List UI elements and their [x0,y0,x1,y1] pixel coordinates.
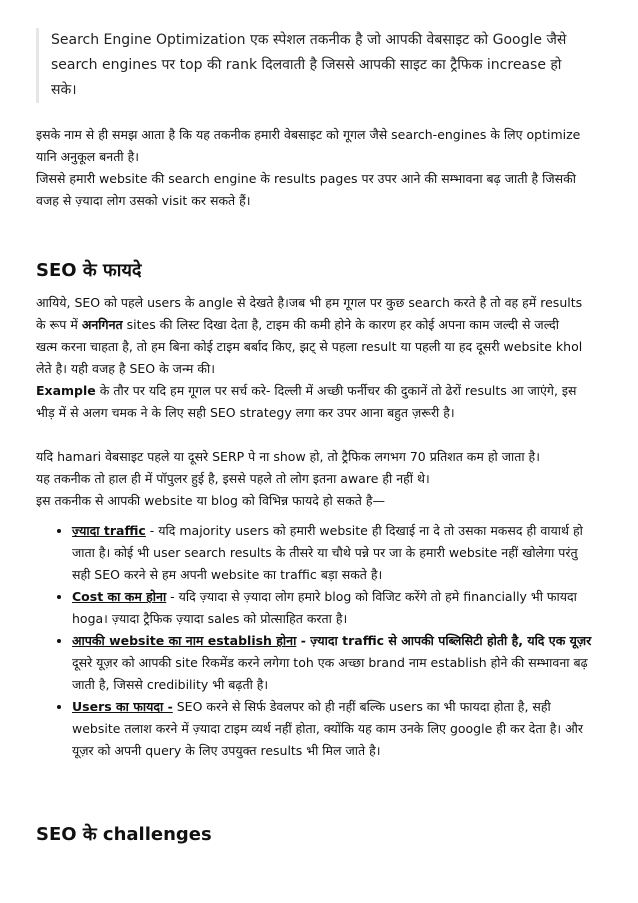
benefit-title: आपकी website का नाम establish होना [72,633,297,648]
benefits-intro-line: भीड़ में से अलग चमक ने के लिए सही SEO strategy लगा कर उपर आना बहुत ज़रूरी है। [36,405,455,420]
text-span: - यदि ज़्यादा से ज़्यादा लोग हमारे blog को विजिट करेंगे तो हमे financially भी फायदा [166,589,577,604]
benefit-title: ज़्यादा traffic [72,523,146,538]
serp-paragraph [36,446,608,512]
intro-line: वजह से ज़्यादा लोग उसको visit कर सकते हैं। [36,193,251,208]
benefits-intro-line [36,380,608,402]
list-item [72,630,638,696]
list-item [72,696,638,762]
quote-line: Search Engine Optimization एक स्पेशल तकनीक है जो आपकी वेबसाइट को Google जैसे [51,32,567,48]
serp-line: इस तकनीक से आपकी website या blog को विभिन्न फायदे हो सकते है— [36,493,385,508]
seo-benefits-heading: SEO के फायदे [36,260,142,281]
text-span: sites की लिस्ट दिखा देता है, टाइम की कमी होने के कारण हर कोई अपना काम जल्दी से जल्दी [122,317,559,332]
quote-line: सके। [51,82,77,98]
emphasis-text: अनगिनत [81,317,123,332]
quote-line: search engines पर top की rank दिलवाती है जिससे आपकी साइट का ट्रैफिक increase हो [51,57,562,73]
benefit-title: Users का फायदा - [72,699,173,714]
text-span: दूसरे यूज़र को आपकी site रिकमेंड करने लगेगा toh एक अच्छा brand नाम establish होने की सम्भावना बढ़ [72,655,588,670]
seo-challenges-heading: SEO के challenges [36,824,212,845]
benefits-intro-line: खत्म करना चाहता है, तो हम बिना कोई टाइम बर्बाद किए, झट् से पहला result या पहली या हद दूसरी website khol [36,339,583,354]
benefits-intro-paragraph [36,292,608,424]
serp-line: यह तकनीक तो हाल ही में पॉपुलर हुई है, इससे पहले तो लोग इतना aware ही नहीं थे। [36,471,430,486]
text-span: - ज़्यादा traffic से आपकी पब्लिसिटी होती है, यदि एक यूज़र [296,633,592,648]
serp-line: यदि hamari वेबसाइट पहले या दूसरे SERP पे ना show हो, तो ट्रैफिक लगभग 70 प्रतिशत कम हो जाता है। [36,449,540,464]
text-span: जाता है। कोई भी user search results के तीसरे या चौथे पन्ने पर जा के हमारी website नहीं खोलेगा परंतु [72,545,578,560]
text-span: website तलाश करने में ज़्यादा टाइम व्यर्थ नहीं होता, क्योंकि यह काम उनके लिए google ही कर देता है। और [72,721,583,736]
definition-blockquote [36,28,621,103]
benefits-intro-line: आयिये, SEO को पहले users के angle से देखते है।जब भी हम गूगल पर कुछ search करते है तो वह हमें results [36,295,583,310]
text-span: के तौर पर यदि हम गूगल पर सर्च करे- दिल्ली में अच्छी फर्नीचर की दुकानें तो ढेरों results आ जाएंगे, इस [95,383,577,398]
text-span: यूज़र को अपनी query के लिए उपयुक्त results भी मिल जाते है। [72,743,381,758]
intro-paragraph [36,124,608,212]
benefits-list [36,520,638,762]
intro-line: यानि अनुकूल बनती है। [36,149,139,164]
text-span: hoga। ज़्यादा ट्रैफिक ज़्यादा sales को प्रोत्साहित करता है। [72,611,348,626]
intro-line: इसके नाम से ही समझ आता है कि यह तकनीक हमारी वेबसाइट को गूगल जैसे search-engines के लिए optimize [36,127,581,142]
list-item [72,520,638,586]
text-span: सही SEO करने से हम अपनी website का traffic बड़ा सकते है। [72,567,383,582]
benefits-intro-line: लेते है। यही वजह है SEO के जन्म की। [36,361,215,376]
text-span: - यदि majority users को हमारी website ही दिखाई ना दे तो उसका मकसद ही वायार्थ हो [145,523,583,538]
benefit-title: Cost का कम होना [72,589,167,604]
text-span: SEO करने से सिर्फ डेवलपर को ही नहीं बल्कि users का भी फायदा होता है, सही [172,699,551,714]
intro-line: जिससे हमारी website की search engine के results pages पर उपर आने की सम्भावना बढ़ जाती है जिसकी [36,171,576,186]
text-span: के रूप में [36,317,82,332]
benefits-intro-line [36,314,608,336]
example-label: Example [36,383,96,398]
list-item [72,586,638,630]
text-span: जाती है, जिससे credibility भी बढ़ती है। [72,677,269,692]
